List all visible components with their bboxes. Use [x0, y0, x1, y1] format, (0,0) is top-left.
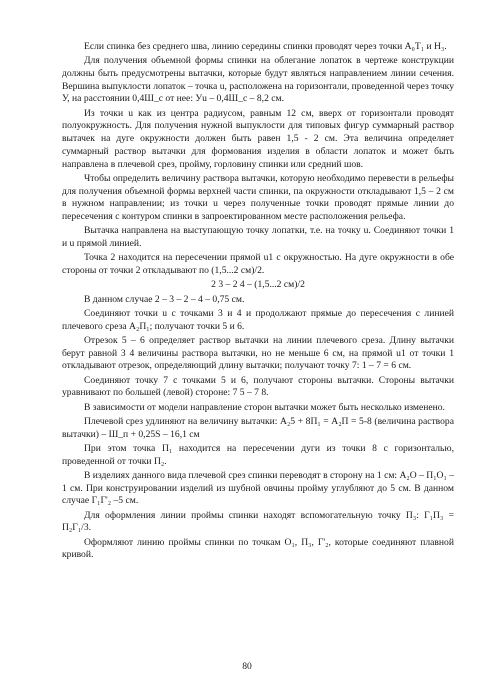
paragraph: Плечевой срез удлиняют на величину вытачки: А₂5 + 8П₁ = А₂П = 5-8 (величина раствора вытачки) – Ш_п + 0,25S – 16,1 см	[62, 415, 454, 440]
paragraph: Соединяют точку 7 с точками 5 и 6, получают стороны вытачки. Стороны вытачки уравнивают по большей (левой) стороне: 7 5 – 7 8.	[62, 374, 454, 399]
paragraph: В зависимости от модели направление сторон вытачки может быть несколько изменено.	[84, 401, 445, 413]
paragraph: Чтобы определить величину раствора вытачки, которую необходимо перевести в рельефы для получения объемной формы верхней части спинки, па окружности откладывают 1,5 – 2 см в нужном направлении; из точки u через полученные точки проводят прямые линии до пересечения с контуром спинки в запроектированном месте расположения рельефа.	[62, 172, 454, 222]
paragraph: При этом точка П₁ находится на пересечении дуги из точки 8 с горизонталью, проведенной от точки П₂.	[62, 442, 454, 467]
paragraph: Отрезок 5 – 6 определяет раствор вытачки на линии плечевого среза. Длину вытачки берут равной 3 4 величины раствора вытачки, но не меньше 6 см, на прямой u1 от точки 1 откладывают отрезок, определяющий длину вытачки; получают точку 7: 1 – 7 = 6 см.	[62, 334, 454, 372]
paragraph: В изделиях данного вида плечевой срез спинки переводят в сторону на 1 см: А₂О – П₁О₁ – 1 см. При конструировании изделий из шубной овчины пройму углубляют до 5 см. В данном случае Г₁Г'₂ –5 см.	[62, 469, 455, 507]
formula-line: 2 3 – 2 4 – (1,5...2 см)/2	[211, 279, 305, 291]
paragraph: Точка 2 находится на пересечении прямой u1 с окружностью. На дуге окружности в обе стороны от точки 2 откладывают по (1,5...2 см)/2.	[62, 252, 454, 276]
paragraph: Если спинка без среднего шва, линию середины спинки проводят через точки А₀Т₁ и Н₃.	[84, 41, 447, 52]
document-body	[62, 41, 454, 564]
paragraph: В данном случае 2 – 3 – 2 – 4 – 0,75 см.	[84, 293, 245, 305]
paragraph: Для получения объемной формы спинки на облегание лопаток в чертеже конструкции должны быть предусмотрены вытачки, которые будут являться направлением линии сечения. Вершина выпуклости лопаток – точка u, расположена на горизонтали, проведенной через точку У, на расстоянии 0,4Ш_c от нее: Уu – 0,4Ш_c – 8,2 см.	[62, 55, 454, 105]
paragraph: Соединяют точки u с точками 3 и 4 и продолжают прямые до пересечения с линией плечевого среза А₂П₁; получают точки 5 и 6.	[62, 307, 454, 332]
paragraph: Из точки u как из центра радиусом, равным 12 см, вверх от горизонтали проводят полуокружность. Для получения нужной выпуклости для типовых фигур суммарный раствор вытачек на дуге окружности должен быть равен 1,5 - 2 см. Эта величина определяет суммарный раствор вытачки для формования изделия в области лопаток и может быть направлена в плечевой срез, пройму, горловину спинки или средний шов.	[62, 107, 454, 170]
paragraph: Для оформления линии проймы спинки находят вспомогательную точку П₃: Г₁П₃ = П₂Г₁/3.	[62, 509, 454, 534]
page-number: 80	[242, 661, 252, 672]
paragraph: Оформляют линию проймы спинки по точкам О₁, П₃, Г'₂, которые соединяют плавной кривой.	[62, 536, 454, 561]
paragraph: Вытачка направлена на выступающую точку лопатки, т.е. на точку u. Соединяют точки 1 и u прямой линией.	[62, 225, 454, 249]
